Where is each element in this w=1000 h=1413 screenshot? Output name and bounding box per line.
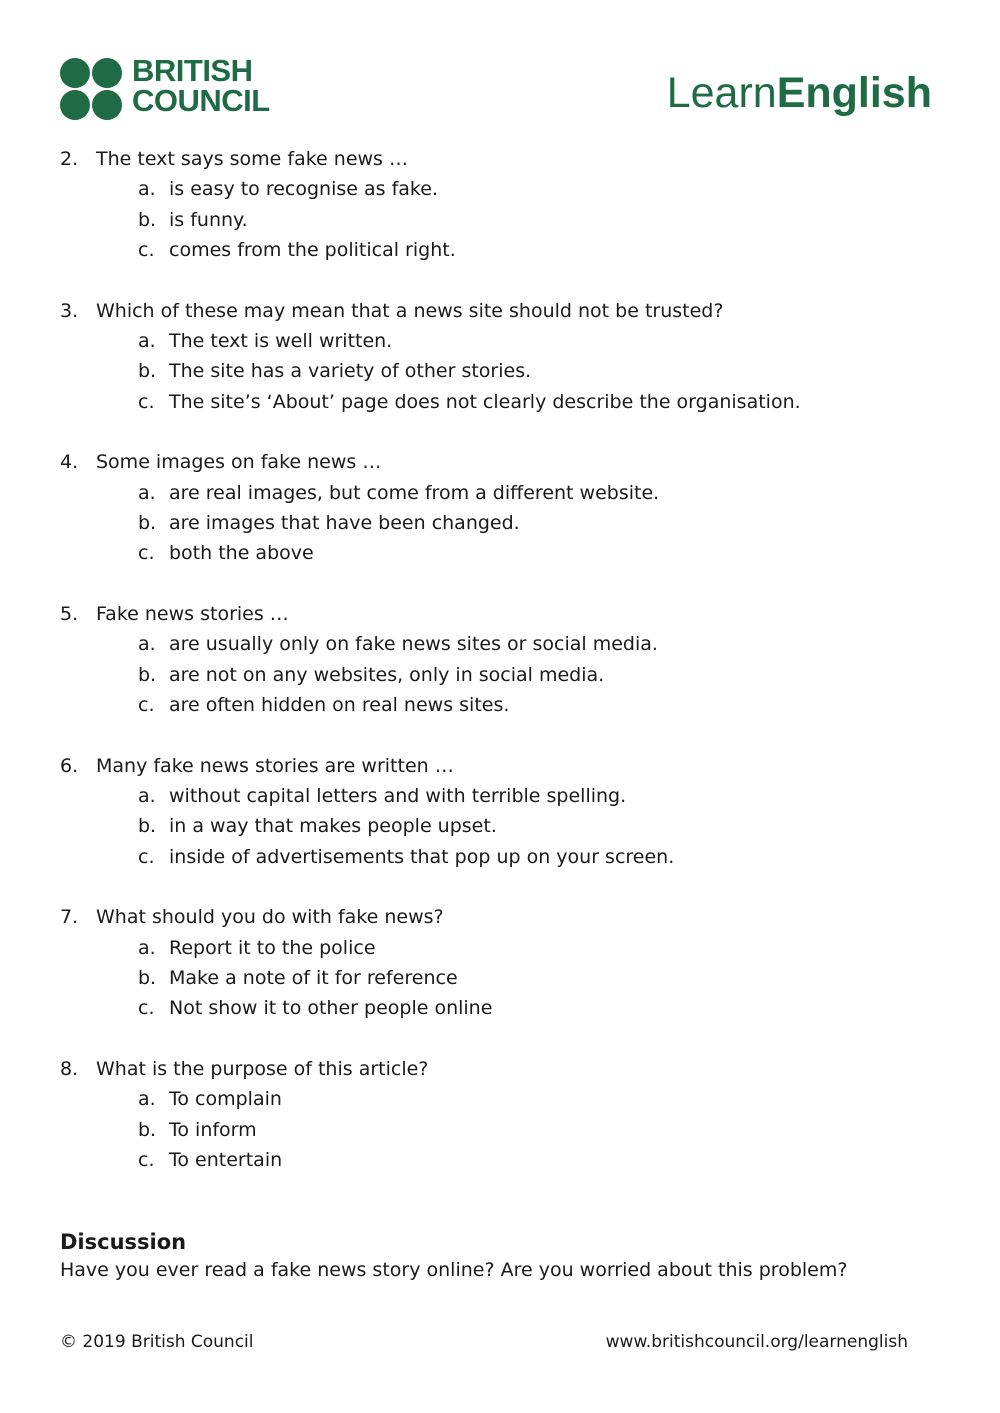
answer-options [60,174,940,265]
option-text: both the above [169,542,314,565]
answer-option [138,1084,940,1114]
option-letter: a. [138,633,156,656]
option-text: The text is well written. [169,329,393,352]
question-text: What is the purpose of this article? [96,1058,429,1081]
question-number: 6. [60,754,79,777]
answer-option [138,963,940,993]
option-text: The site’s ‘About’ page does not clearly describe the organisation. [169,390,801,413]
discussion-title: Discussion [60,1230,187,1254]
question-stem [60,751,940,781]
answer-option [138,387,940,417]
answer-option [138,660,940,690]
answer-option [138,235,940,265]
option-text: Make a note of it for reference [169,967,458,990]
wordmark-line-1: BRITISH [132,53,253,88]
british-council-dots-icon [60,58,124,122]
question-text: The text says some fake news … [96,148,408,170]
option-letter: a. [138,481,156,504]
option-letter: a. [138,936,156,959]
option-letter: b. [138,967,157,990]
option-text: are usually only on fake news sites or social media. [169,633,658,656]
logo-learn: Learn [666,69,777,117]
question-item [60,447,940,568]
answer-option [138,811,940,841]
option-text: Report it to the police [169,936,376,959]
question-number: 3. [60,299,79,322]
answer-option [138,356,940,386]
option-text: The site has a variety of other stories. [169,360,532,383]
discussion-prompt: Have you ever read a fake news story online? Are you worried about this problem? [60,1259,848,1281]
question-text: Fake news stories … [96,603,289,626]
footer-url: www.britishcouncil.org/learnenglish [605,1332,908,1352]
option-letter: b. [138,208,157,231]
copyright-notice: © 2019 British Council [60,1332,254,1352]
question-stem [60,902,940,932]
option-letter: a. [138,785,156,808]
option-letter: c. [138,390,155,413]
logo-english: English [776,69,932,117]
answer-option [138,690,940,720]
question-list [60,144,940,1206]
british-council-wordmark [132,53,270,118]
answer-option [138,326,940,356]
question-text: What should you do with fake news? [96,906,444,929]
question-text: Some images on fake news … [96,451,382,474]
answer-option [138,205,940,235]
option-letter: b. [138,663,157,686]
answer-option [138,842,940,872]
question-stem [60,296,940,326]
answer-option [138,1115,940,1145]
answer-option [138,629,940,659]
option-letter: b. [138,815,157,838]
option-text: is easy to recognise as fake. [169,178,438,201]
option-letter: c. [138,542,155,565]
option-text: are often hidden on real news sites. [169,693,510,716]
option-letter: a. [138,178,156,201]
question-stem [60,144,940,174]
answer-options [60,1084,940,1175]
answer-options [60,326,940,417]
question-number: 2. [60,148,79,170]
answer-option [138,993,940,1023]
learnenglish-logo [667,70,932,116]
question-stem [60,1054,940,1084]
discussion-section [60,1228,960,1284]
option-text: in a way that makes people upset. [169,815,497,838]
option-letter: c. [138,845,155,868]
question-item [60,296,940,417]
option-text: inside of advertisements that pop up on your screen. [169,845,675,868]
question-item [60,599,940,720]
question-number: 5. [60,603,79,626]
question-item [60,902,940,1023]
option-text: comes from the political right. [169,238,456,261]
answer-option [138,174,940,204]
option-letter: a. [138,329,156,352]
question-stem [60,599,940,629]
option-text: without capital letters and with terrible spelling. [169,785,627,808]
option-text: are not on any websites, only in social media. [169,663,605,686]
question-number: 8. [60,1058,79,1081]
question-number: 4. [60,451,79,474]
page-header [0,0,1000,140]
option-letter: c. [138,693,155,716]
answer-options [60,478,940,569]
option-text: is funny. [169,208,248,231]
option-text: are real images, but come from a different website. [169,481,660,504]
question-text: Many fake news stories are written … [96,754,454,777]
option-text: are images that have been changed. [169,511,520,534]
option-letter: b. [138,1118,157,1141]
question-item [60,144,940,265]
answer-option [138,781,940,811]
option-text: To complain [169,1088,282,1111]
wordmark-line-2: COUNCIL [132,83,270,118]
question-number: 7. [60,906,79,929]
question-item [60,751,940,872]
option-text: To entertain [169,1149,283,1172]
answer-options [60,781,940,872]
option-letter: c. [138,1149,155,1172]
answer-options [60,629,940,720]
answer-option [138,933,940,963]
option-letter: b. [138,360,157,383]
option-letter: b. [138,511,157,534]
option-letter: c. [138,997,155,1020]
option-letter: a. [138,1088,156,1111]
option-letter: c. [138,238,155,261]
answer-option [138,538,940,568]
british-council-logo [60,53,280,124]
option-text: To inform [169,1118,257,1141]
answer-options [60,933,940,1024]
question-text: Which of these may mean that a news site should not be trusted? [96,299,724,322]
answer-option [138,1145,940,1175]
option-text: Not show it to other people online [169,997,493,1020]
answer-option [138,508,940,538]
answer-option [138,478,940,508]
question-item [60,1054,940,1175]
question-stem [60,447,940,477]
